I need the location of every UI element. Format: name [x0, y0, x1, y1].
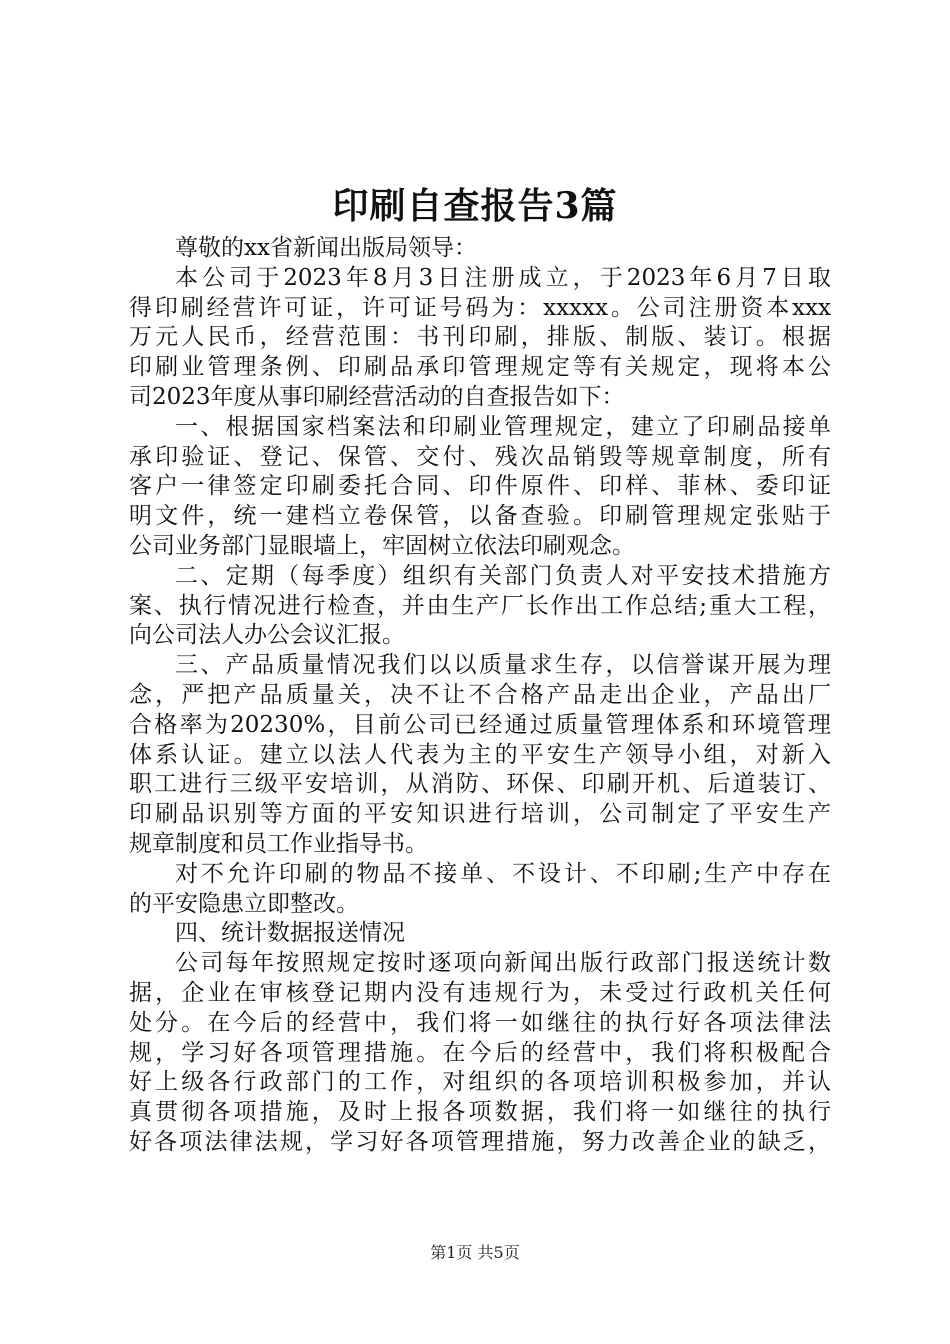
section-heading: 四、统计数据报送情况	[175, 920, 405, 947]
paragraph-line: 规，学习好各项管理措施。在今后的经营中，我们将积极配合	[129, 1039, 831, 1066]
paragraph-line: 合格率为20230%，目前公司已经通过质量管理体系和环境管理	[129, 711, 831, 738]
paragraph-line: 公司业务部门显眼墙上，牢固树立依法印刷观念。	[129, 532, 635, 559]
paragraph-line: 对不允许印刷的物品不接单、不设计、不印刷;生产中存在	[175, 860, 831, 887]
paragraph-line: 职工进行三级平安培训，从消防、环保、印刷开机、后道装订、	[129, 771, 831, 798]
paragraph-line: 一、根据国家档案法和印刷业管理规定，建立了印刷品接单	[175, 413, 831, 440]
paragraph-line: 公司每年按照规定按时逐项向新闻出版行政部门报送统计数	[175, 950, 831, 977]
paragraph-line: 三、产品质量情况我们以以质量求生存，以信誉谋开展为理	[175, 652, 831, 679]
page-number-footer: 第1页 共5页	[430, 1243, 520, 1262]
paragraph-line: 万元人民币，经营范围：书刊印刷，排版、制版、装订。根据	[129, 324, 831, 351]
paragraph-line: 印刷业管理条例、印刷品承印管理规定等有关规定，现将本公	[129, 354, 831, 381]
paragraph-line: 据，企业在审核登记期内没有违规行为，未受过行政机关任何	[129, 979, 831, 1006]
paragraph-line: 处分。在今后的经营中，我们将一如继往的执行好各项法律法	[129, 1009, 831, 1036]
paragraph-line: 规章制度和员工作业指导书。	[129, 830, 428, 857]
paragraph-line: 印刷品识别等方面的平安知识进行培训，公司制定了平安生产	[129, 801, 831, 828]
paragraph-line: 得印刷经营许可证，许可证号码为：xxxxx。公司注册资本xxx	[129, 294, 831, 321]
document-title: 印刷自查报告3篇	[332, 185, 618, 227]
paragraph-line: 案、执行情况进行检查，并由生产厂长作出工作总结;重大工程，	[129, 592, 831, 619]
paragraph-line: 承印验证、登记、保管、交付、残次品销毁等规章制度，所有	[129, 443, 831, 470]
paragraph-line: 二、定期（每季度）组织有关部门负责人对平安技术措施方	[175, 562, 831, 589]
paragraph-line: 向公司法人办公会议汇报。	[129, 622, 405, 649]
paragraph-line: 司2023年度从事印刷经营活动的自查报告如下：	[129, 383, 625, 410]
paragraph-line: 明文件，统一建档立卷保管，以备查验。印刷管理规定张贴于	[129, 503, 831, 530]
salutation-line: 尊敬的xx省新闻出版局领导：	[175, 235, 477, 261]
paragraph-line: 好上级各行政部门的工作，对组织的各项培训积极参加，并认	[129, 1069, 831, 1096]
paragraph-line: 体系认证。建立以法人代表为主的平安生产领导小组，对新入	[129, 741, 831, 768]
paragraph-line: 念，严把产品质量关，决不让不合格产品走出企业，产品出厂	[129, 681, 831, 708]
document-body	[129, 234, 831, 1158]
paragraph-line: 真贯彻各项措施，及时上报各项数据，我们将一如继往的执行	[129, 1099, 831, 1126]
paragraph-line: 好各项法律法规，学习好各项管理措施，努力改善企业的缺乏，	[129, 1128, 831, 1155]
paragraph-line: 客户一律签定印刷委托合同、印件原件、印样、菲林、委印证	[129, 473, 831, 500]
paragraph-line: 本公司于2023年8月3日注册成立，于2023年6月7日取	[175, 264, 831, 291]
paragraph-line: 的平安隐患立即整改。	[129, 890, 359, 917]
